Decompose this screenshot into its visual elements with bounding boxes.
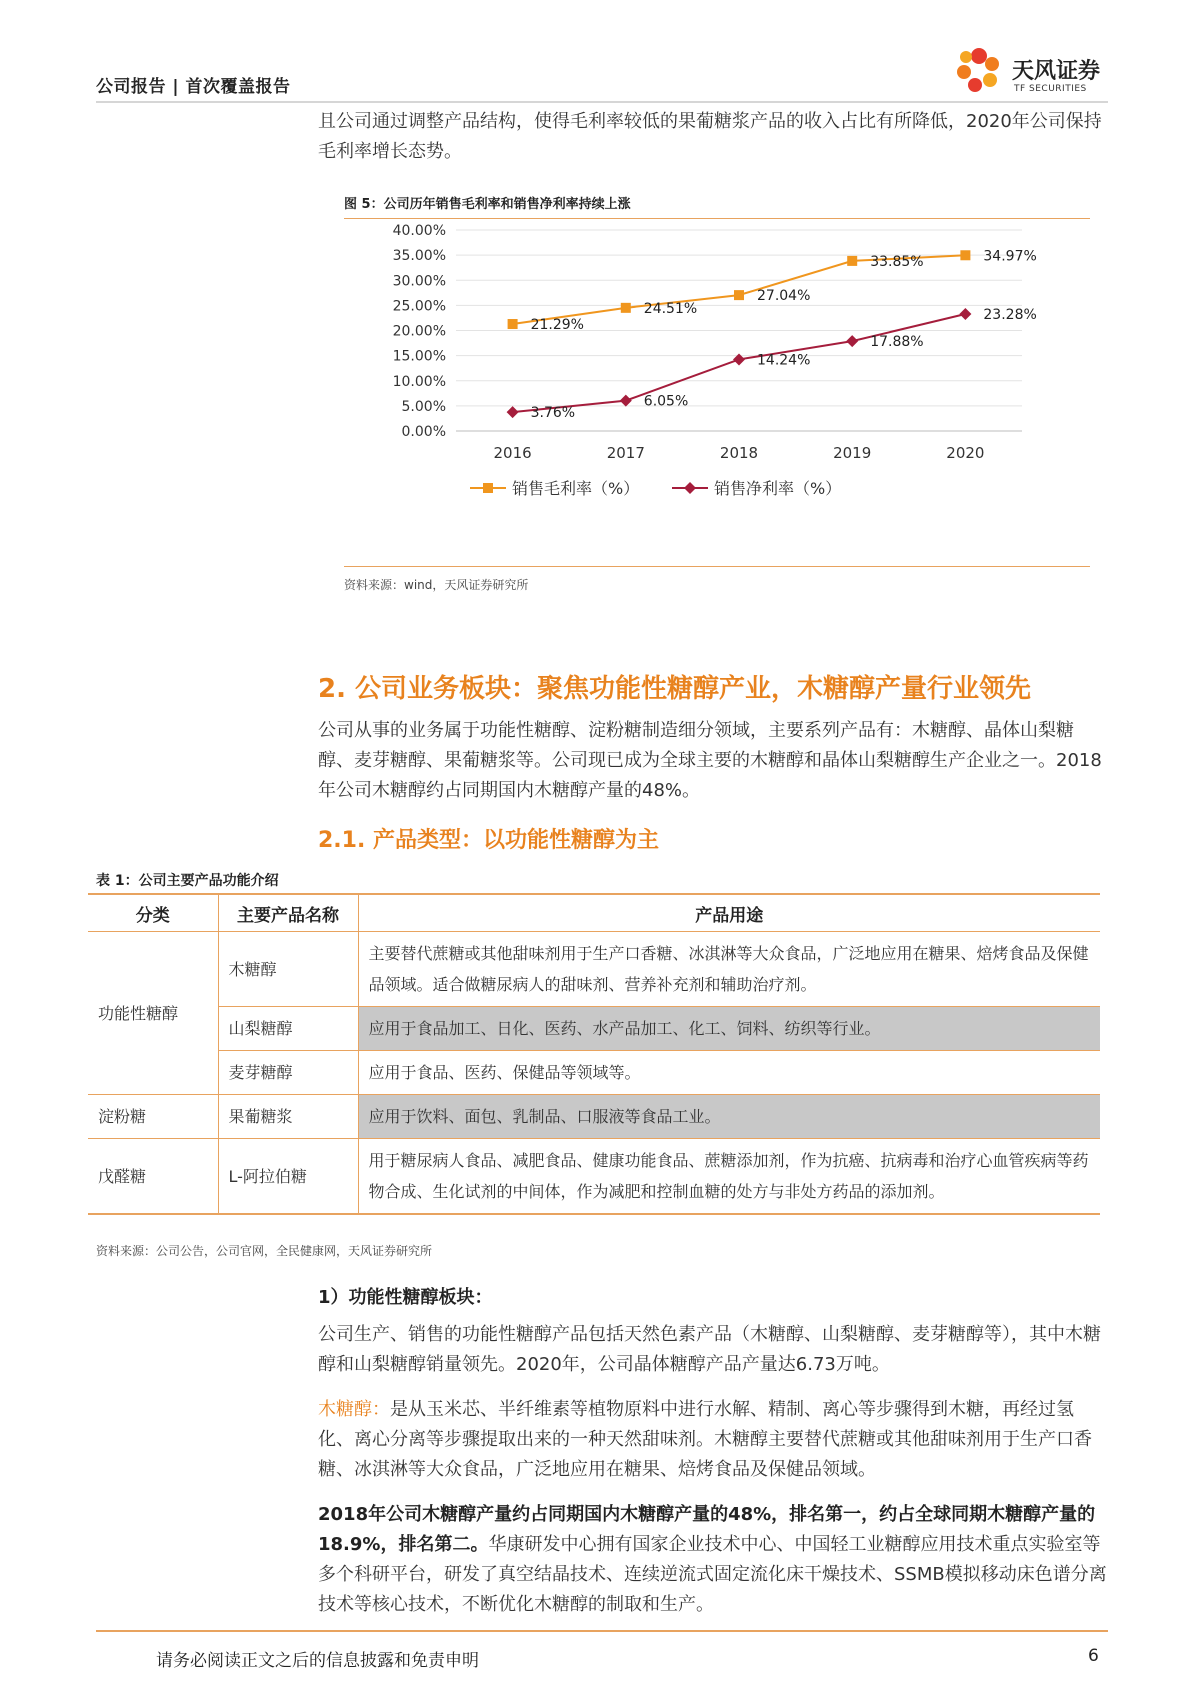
table-row (88, 1007, 1100, 1051)
ranking-bold-text: 2018年公司木糖醇产量约占同期国内木糖醇产量的48%，排名第一，约占全球同期木糖醇产量的18.9%，排名第二。 (318, 1504, 1096, 1555)
xylitol-label: 木糖醇： (318, 1399, 390, 1420)
x-tick-label: 2018 (719, 444, 759, 462)
table-source: 资料来源：公司公告，公司官网，全民健康网，天风证券研究所 (96, 1244, 433, 1258)
legend-marker (684, 482, 696, 494)
figure-title: 图 5：公司历年销售毛利率和销售净利率持续上涨 (344, 197, 631, 212)
legend-marker (483, 483, 493, 493)
y-tick-label: 25.00% (392, 298, 446, 315)
margin-line-chart (344, 222, 1090, 562)
page-number: 6 (1088, 1646, 1099, 1666)
product-cell: 果葡糖浆 (218, 1095, 358, 1139)
data-label: 27.04% (757, 288, 811, 305)
legend-label: 销售净利率（%） (714, 479, 842, 498)
gross-margin-point (847, 256, 857, 266)
data-label: 33.85% (870, 253, 924, 270)
figure-source: 资料来源：wind，天风证券研究所 (344, 578, 529, 592)
y-tick-label: 15.00% (392, 348, 446, 365)
gross-margin-point (734, 290, 744, 300)
section-2-1-heading: 2.1. 产品类型：以功能性糖醇为主 (318, 828, 659, 853)
footer-divider (96, 1630, 1108, 1632)
header-usage: 产品用途 (358, 894, 1100, 932)
table-header-row (88, 894, 1100, 932)
y-tick-label: 20.00% (392, 323, 446, 340)
section-2-body: 公司从事的业务属于功能性糖醇、淀粉糖制造细分领域，主要系列产品有：木糖醇、晶体山梨糖醇、麦芽糖醇、果葡糖浆等。公司现已成为全球主要的木糖醇和晶体山梨糖醇生产企业之一。2018年公司木糖醇约占同期国内木糖醇产量的48%。 (318, 720, 1102, 801)
product-cell: 麦芽糖醇 (218, 1051, 358, 1095)
figure-top-rule (344, 218, 1090, 219)
table-row (88, 1139, 1100, 1215)
brand-subtitle: TF SECURITIES (1014, 84, 1087, 94)
brand-name: 天风证券 (1012, 59, 1101, 84)
table-title: 表 1：公司主要产品功能介绍 (96, 873, 279, 889)
x-tick-label: 2017 (606, 444, 645, 462)
x-tick-label: 2016 (493, 444, 532, 462)
ranking-paragraph (318, 1500, 1108, 1620)
category-cell: 淀粉糖 (88, 1095, 218, 1139)
net-margin-point (507, 406, 519, 418)
category-cell: 戊醛糖 (88, 1139, 218, 1215)
product-cell: 木糖醇 (218, 932, 358, 1007)
x-tick-label: 2019 (833, 444, 872, 462)
data-label: 17.88% (870, 334, 924, 351)
table-row (88, 1095, 1100, 1139)
data-label: 21.29% (530, 317, 584, 334)
report-type-label: 公司报告 | 首次覆盖报告 (96, 77, 291, 97)
table-row (88, 932, 1100, 1007)
ranking-rest-text: 华康研发中心拥有国家企业技术中心、中国轻工业糖醇应用技术重点实验室等多个科研平台，研发了真空结晶技术、连续逆流式固定流化床干燥技术、SSMB模拟移动床色谱分离技术等核心技术，不断优化木糖醇的制取和生产。 (318, 1534, 1107, 1615)
data-label: 24.51% (643, 300, 698, 317)
product-cell: 山梨糖醇 (218, 1007, 358, 1051)
header-product: 主要产品名称 (218, 894, 358, 932)
usage-cell: 用于糖尿病人食品、减肥食品、健康功能食品、蔗糖添加剂，作为抗癌、抗病毒和治疗心血管疾病等药物合成、生化试剂的中间体，作为减肥和控制血糖的处方与非处方药品的添加剂。 (358, 1139, 1100, 1215)
y-tick-label: 40.00% (392, 223, 446, 239)
footer-disclaimer: 请务必阅读正文之后的信息披露和免责申明 (156, 1651, 479, 1671)
xylitol-paragraph (318, 1395, 1108, 1485)
net-margin-point (620, 395, 632, 407)
data-label: 14.24% (757, 352, 811, 369)
gross-margin-point (960, 250, 970, 260)
data-label: 34.97% (983, 248, 1037, 265)
data-label: 6.05% (643, 393, 689, 410)
y-tick-label: 10.00% (392, 373, 446, 390)
figure-bottom-rule (344, 566, 1090, 567)
usage-cell: 主要替代蔗糖或其他甜味剂用于生产口香糖、冰淇淋等大众食品，广泛地应用在糖果、焙烤食品及保健品领域。适合做糖尿病人的甜味剂、营养补充剂和辅助治疗剂。 (358, 932, 1100, 1007)
net-margin-point (846, 335, 858, 347)
section-2-heading: 2. 公司业务板块：聚焦功能性糖醇产业，木糖醇产量行业领先 (318, 674, 1032, 704)
product-cell: L-阿拉伯糖 (218, 1139, 358, 1215)
y-tick-label: 0.00% (401, 424, 446, 440)
subsection-1-para: 公司生产、销售的功能性糖醇产品包括天然色素产品（木糖醇、山梨糖醇、麦芽糖醇等），其中木糖醇和山梨糖醇销量领先。2020年，公司晶体糖醇产品产量达6.73万吨。 (318, 1324, 1101, 1375)
data-label: 3.76% (530, 405, 576, 422)
data-label: 23.28% (983, 307, 1037, 324)
net-margin-point (959, 308, 971, 320)
y-tick-label: 5.00% (401, 398, 446, 415)
y-tick-label: 35.00% (392, 248, 446, 265)
usage-cell: 应用于食品、医药、保健品等领域等。 (358, 1051, 1100, 1095)
xylitol-text: 是从玉米芯、半纤维素等植物原料中进行水解、精制、离心等步骤得到木糖，再经过氢化、离心分离等步骤提取出来的一种天然甜味剂。木糖醇主要替代蔗糖或其他甜味剂用于生产口香糖、冰淇淋等大众食品，广泛地应用在糖果、焙烤食品及保健品领域。 (318, 1399, 1092, 1480)
y-tick-label: 30.00% (392, 273, 446, 290)
brand-logo (948, 40, 1118, 100)
header-category: 分类 (88, 894, 218, 932)
subsection-1-heading: 1）功能性糖醇板块： (318, 1287, 493, 1308)
category-cell: 功能性糖醇 (88, 932, 218, 1095)
intro-paragraph: 且公司通过调整产品结构，使得毛利率较低的果葡糖浆产品的收入占比有所降低，2020年公司保持毛利率增长态势。 (318, 111, 1102, 162)
gross-margin-point (621, 303, 631, 313)
usage-cell: 应用于食品加工、日化、医药、水产品加工、化工、饲料、纺织等行业。 (358, 1007, 1100, 1051)
gross-margin-point (508, 319, 518, 329)
usage-cell: 应用于饮料、面包、乳制品、口服液等食品工业。 (358, 1095, 1100, 1139)
table-row (88, 1051, 1100, 1095)
product-table (88, 893, 1100, 1215)
legend-label: 销售毛利率（%） (512, 479, 640, 498)
x-tick-label: 2020 (946, 444, 985, 462)
flower-logo-icon (948, 40, 1010, 102)
